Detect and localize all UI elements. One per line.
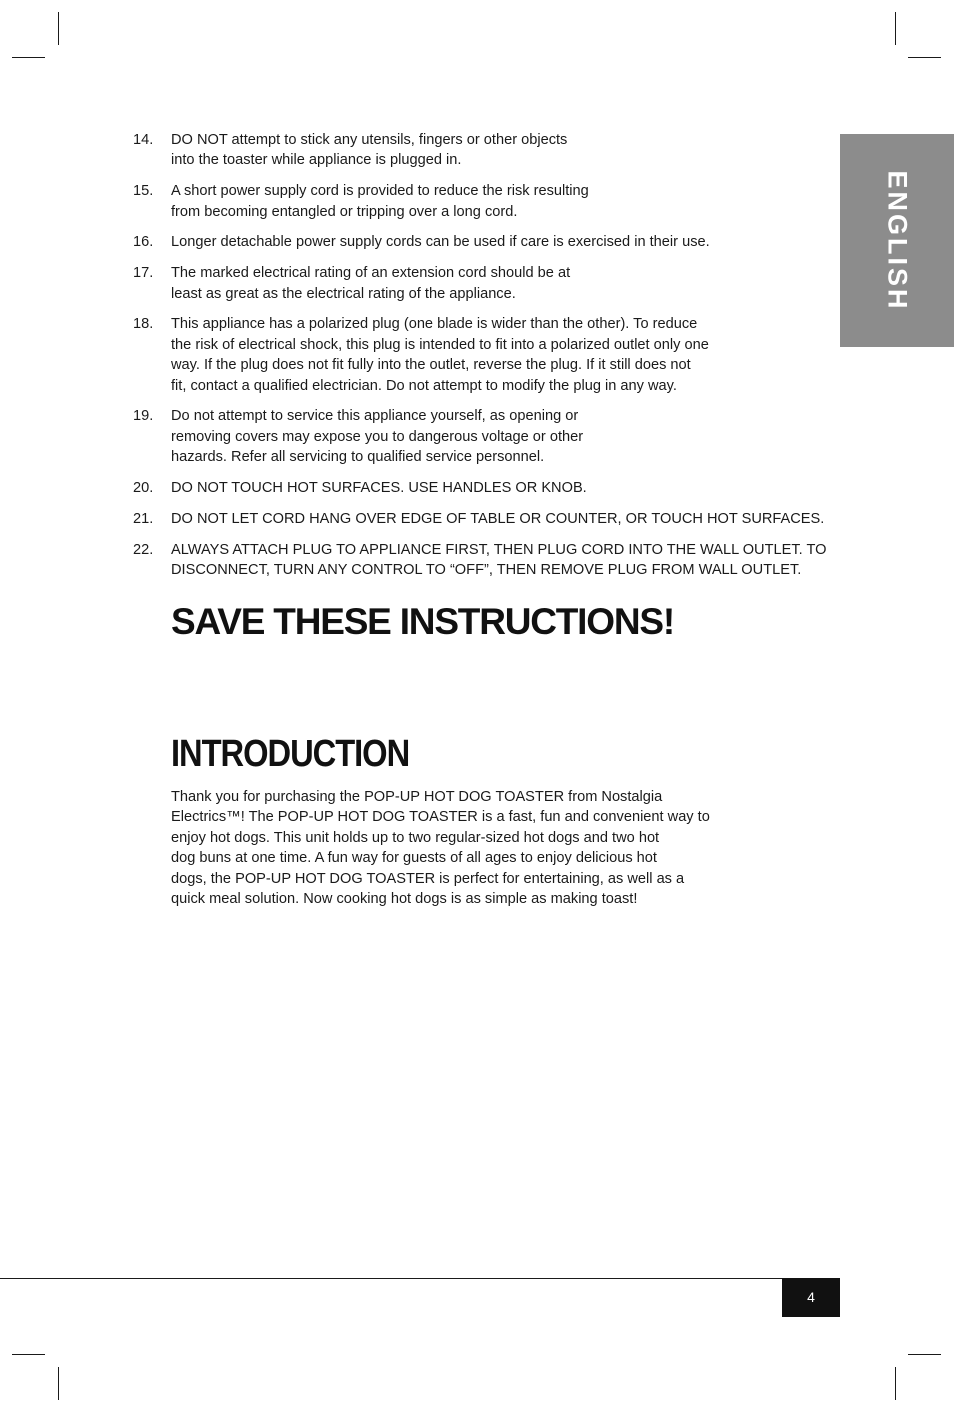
list-item	[133, 540, 827, 581]
footer-rule	[0, 1278, 840, 1279]
text-line: Thank you for purchasing the POP-UP HOT DOG TOASTER from Nostalgia	[171, 789, 663, 805]
list-item	[133, 509, 823, 529]
list-item-text	[171, 130, 823, 171]
crop-mark	[12, 57, 45, 58]
text-line: way. If the plug does not fit fully into the outlet, reverse the plug. If it still does not	[171, 357, 691, 374]
list-item-text	[171, 314, 823, 396]
text-line: into the toaster while appliance is plugged in.	[171, 152, 462, 169]
list-item	[133, 263, 823, 304]
list-item-text	[171, 263, 823, 304]
crop-mark	[908, 1354, 941, 1355]
crop-mark	[895, 12, 896, 45]
list-item-text	[171, 181, 823, 222]
list-item-number: 19.	[133, 408, 154, 425]
list-item	[133, 478, 823, 498]
text-line: Electrics™! The POP-UP HOT DOG TOASTER is a fast, fun and convenient way to	[171, 809, 710, 826]
text-line: fit, contact a qualified electrician. Do not attempt to modify the plug in any way.	[171, 377, 677, 394]
text-line: least as great as the electrical rating of the appliance.	[171, 285, 516, 302]
list-item	[133, 406, 823, 467]
safety-instructions-list	[133, 130, 827, 591]
list-item-number: 21.	[133, 510, 154, 527]
text-line: from becoming entangled or tripping over a long cord.	[171, 203, 518, 220]
list-item-number: 15.	[133, 183, 154, 200]
introduction-heading: INTRODUCTION	[171, 733, 410, 775]
text-line: A short power supply cord is provided to reduce the risk resulting	[171, 183, 589, 200]
list-item	[133, 232, 823, 252]
list-item-number: 22.	[133, 541, 154, 558]
text-line: enjoy hot dogs. This unit holds up to two regular-sized hot dogs and two hot	[171, 829, 660, 846]
crop-mark	[908, 57, 941, 58]
text-line: hazards. Refer all servicing to qualified service personnel.	[171, 449, 545, 466]
list-item-text	[171, 232, 823, 252]
list-item-number: 14.	[133, 132, 154, 148]
text-line: Longer detachable power supply cords can be used if care is exercised in their use.	[171, 234, 710, 251]
text-line: removing covers may expose you to dangerous voltage or other	[171, 428, 584, 445]
text-line: The marked electrical rating of an extension cord should be at	[171, 265, 571, 282]
text-line: ALWAYS ATTACH PLUG TO APPLIANCE FIRST, THEN PLUG CORD INTO THE WALL OUTLET. TO	[171, 541, 827, 558]
text-line: dog buns at one time. A fun way for guests of all ages to enjoy delicious hot	[171, 850, 657, 867]
list-item	[133, 130, 823, 171]
list-item-number: 18.	[133, 316, 154, 333]
language-tab-label: ENGLISH	[882, 169, 913, 312]
language-tab	[840, 134, 954, 347]
list-item-text	[171, 478, 823, 498]
text-line: DO NOT TOUCH HOT SURFACES. USE HANDLES OR KNOB.	[171, 480, 587, 497]
text-line: the risk of electrical shock, this plug is intended to fit into a polarized outlet only one	[171, 336, 709, 353]
save-instructions-heading: SAVE THESE INSTRUCTIONS!	[171, 601, 674, 642]
text-line: DO NOT attempt to stick any utensils, fingers or other objects	[171, 132, 568, 148]
text-line: DO NOT LET CORD HANG OVER EDGE OF TABLE OR COUNTER, OR TOUCH HOT SURFACES.	[171, 510, 825, 527]
text-line: This appliance has a polarized plug (one blade is wider than the other). To reduce	[171, 316, 698, 333]
crop-mark	[12, 1354, 45, 1355]
introduction-paragraph	[171, 787, 710, 909]
list-item	[133, 314, 823, 396]
list-item-number: 17.	[133, 265, 154, 282]
list-item	[133, 181, 823, 222]
list-item-text	[171, 509, 824, 529]
list-item-text	[171, 540, 827, 581]
page-number: 4	[782, 1278, 840, 1317]
list-item-number: 20.	[133, 480, 154, 497]
text-line: DISCONNECT, TURN ANY CONTROL TO “OFF”, THEN REMOVE PLUG FROM WALL OUTLET.	[171, 562, 802, 579]
crop-mark	[895, 1367, 896, 1400]
crop-mark	[58, 1367, 59, 1400]
list-item-number: 16.	[133, 234, 154, 251]
crop-mark	[58, 12, 59, 45]
text-line: Do not attempt to service this appliance yourself, as opening or	[171, 408, 579, 425]
text-line: dogs, the POP-UP HOT DOG TOASTER is perfect for entertaining, as well as a	[171, 870, 685, 887]
text-line: quick meal solution. Now cooking hot dogs is as simple as making toast!	[171, 891, 638, 908]
list-item-text	[171, 406, 823, 467]
